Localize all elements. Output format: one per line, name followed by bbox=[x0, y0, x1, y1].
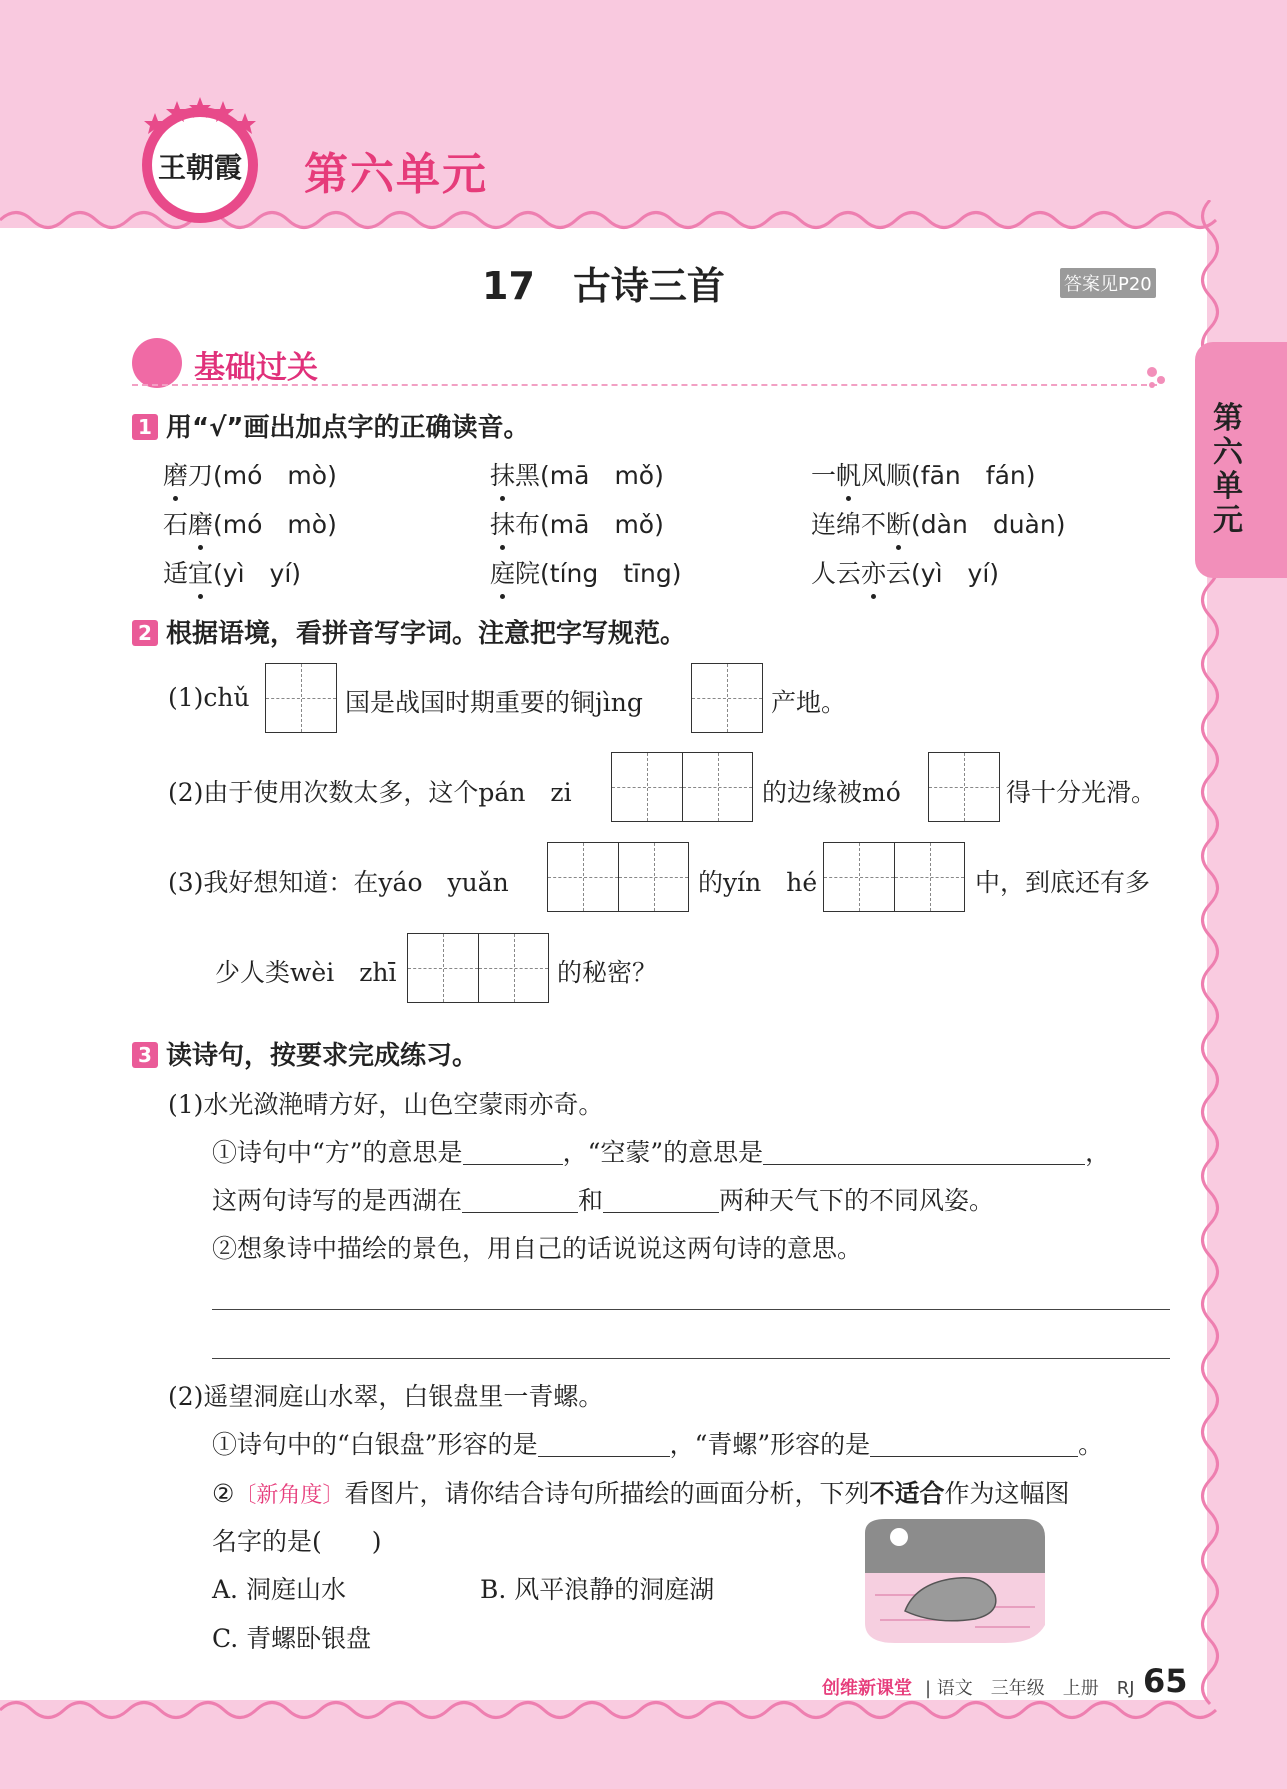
dongting-lake-illustration bbox=[855, 1515, 1050, 1647]
q3-prompt: 读诗句，按要求完成练习。 bbox=[166, 1041, 479, 1071]
answer-blank[interactable] bbox=[603, 1212, 719, 1213]
q3-p2-q1: ①诗句中的“白银盘”形容的是 ，“青螺”形容的是 。 bbox=[212, 1430, 1104, 1459]
q2-s3-text-c: 中，到底还有多 bbox=[975, 868, 1151, 897]
q2-s2-text-b: 的边缘被mó bbox=[762, 778, 901, 807]
q1-item: 人云亦云(yì yí) bbox=[811, 554, 999, 590]
q1-item: 抹布(mā mǒ) bbox=[490, 505, 664, 541]
q2-s2-text-a: (2)由于使用次数太多，这个pán zi bbox=[168, 778, 572, 807]
q1-item: 庭院(tíng tīng) bbox=[490, 554, 681, 590]
q2-s3-text-b: 的yín hé bbox=[698, 868, 818, 897]
unit-title: 第六单元 bbox=[304, 149, 488, 200]
footer-brand: 创维新课堂 bbox=[822, 1678, 912, 1699]
q1-item: 石磨(mó mò) bbox=[163, 505, 337, 541]
brand-name: 王朝霞 bbox=[157, 151, 243, 184]
writing-grid[interactable] bbox=[547, 842, 689, 912]
q3-p1-q2: ②想象诗中描绘的景色，用自己的话说说这两句诗的意思。 bbox=[212, 1234, 863, 1263]
lesson-title: 17 古诗三首 bbox=[482, 264, 725, 308]
decor-dots-icon bbox=[1146, 366, 1166, 390]
q2-s1-text-c: 产地。 bbox=[771, 688, 847, 717]
q1-item: 磨刀(mó mò) bbox=[163, 456, 337, 492]
q1-item: 适宜(yì yí) bbox=[163, 554, 301, 590]
q3-p2-q2: ②〔新角度〕看图片，请你结合诗句所描绘的画面分析，下列不适合作为这幅图 bbox=[212, 1479, 1070, 1508]
q1-item: 抹黑(mā mǒ) bbox=[490, 456, 664, 492]
answer-blank[interactable] bbox=[870, 1456, 1078, 1457]
answer-blank[interactable] bbox=[538, 1456, 670, 1457]
writing-grid[interactable] bbox=[928, 752, 1000, 822]
q2-prompt: 根据语境，看拼音写字词。注意把字写规范。 bbox=[166, 619, 687, 649]
answer-blank[interactable] bbox=[763, 1164, 1085, 1165]
q2-number: 2 bbox=[132, 620, 158, 646]
q2-s2-text-c: 得十分光滑。 bbox=[1006, 778, 1157, 807]
q3-p2-q2-cont: 名字的是( ) bbox=[212, 1527, 382, 1556]
writing-grid[interactable] bbox=[691, 663, 763, 733]
section-title: 基础过关 bbox=[194, 350, 318, 386]
section-avatar-icon bbox=[132, 338, 182, 388]
q3-heading bbox=[132, 1035, 478, 1072]
answer-line[interactable] bbox=[212, 1358, 1170, 1359]
option-a[interactable]: A. 洞庭山水 bbox=[212, 1575, 346, 1604]
q2-heading bbox=[132, 613, 686, 650]
footer-info: | 语文 三年级 上册 RJ bbox=[925, 1678, 1135, 1699]
answer-line[interactable] bbox=[212, 1309, 1170, 1310]
answer-blank[interactable] bbox=[463, 1164, 563, 1165]
section-divider bbox=[132, 384, 1157, 386]
option-b[interactable]: B. 风平浪静的洞庭湖 bbox=[480, 1575, 715, 1604]
side-tab-label: 第六单元 bbox=[1213, 401, 1243, 538]
q1-number: 1 bbox=[132, 414, 158, 440]
q3-p1-q1-line1: ①诗句中“方”的意思是 ，“空蒙”的意思是 ， bbox=[212, 1138, 1111, 1167]
page-number: 65 bbox=[1143, 1662, 1188, 1700]
q1-item: 一帆风顺(fān fán) bbox=[811, 456, 1036, 492]
q3-number: 3 bbox=[132, 1042, 158, 1068]
q2-s1-text-b: 国是战国时期重要的铜jìng bbox=[345, 688, 643, 717]
new-angle-tag: 〔新角度〕 bbox=[234, 1483, 345, 1508]
writing-grid[interactable] bbox=[823, 842, 965, 912]
brand-badge-logo bbox=[135, 95, 265, 225]
writing-grid[interactable] bbox=[611, 752, 753, 822]
q3-p1-poem: (1)水光潋滟晴方好，山色空蒙雨亦奇。 bbox=[168, 1090, 604, 1119]
q2-s3-text-a: (3)我好想知道：在yáo yuǎn bbox=[168, 868, 509, 897]
q1-heading bbox=[132, 407, 530, 444]
answer-blank[interactable] bbox=[462, 1212, 578, 1213]
q1-prompt: 用“√”画出加点字的正确读音。 bbox=[166, 413, 530, 443]
writing-grid[interactable] bbox=[265, 663, 337, 733]
q3-p1-q1-line2: 这两句诗写的是西湖在 和 两种天气下的不同风姿。 bbox=[212, 1186, 995, 1215]
q2-s4-text-a: 少人类wèi zhī bbox=[215, 958, 397, 987]
q2-s1-text-a: (1)chǔ bbox=[168, 683, 250, 712]
writing-grid[interactable] bbox=[407, 933, 549, 1003]
option-c[interactable]: C. 青螺卧银盘 bbox=[212, 1624, 372, 1653]
q3-p2-poem: (2)遥望洞庭山水翠，白银盘里一青螺。 bbox=[168, 1382, 604, 1411]
q2-s4-text-b: 的秘密？ bbox=[557, 958, 658, 987]
q1-item: 连绵不断(dàn duàn) bbox=[811, 505, 1065, 541]
answer-reference-badge: 答案见P20 bbox=[1060, 268, 1156, 298]
